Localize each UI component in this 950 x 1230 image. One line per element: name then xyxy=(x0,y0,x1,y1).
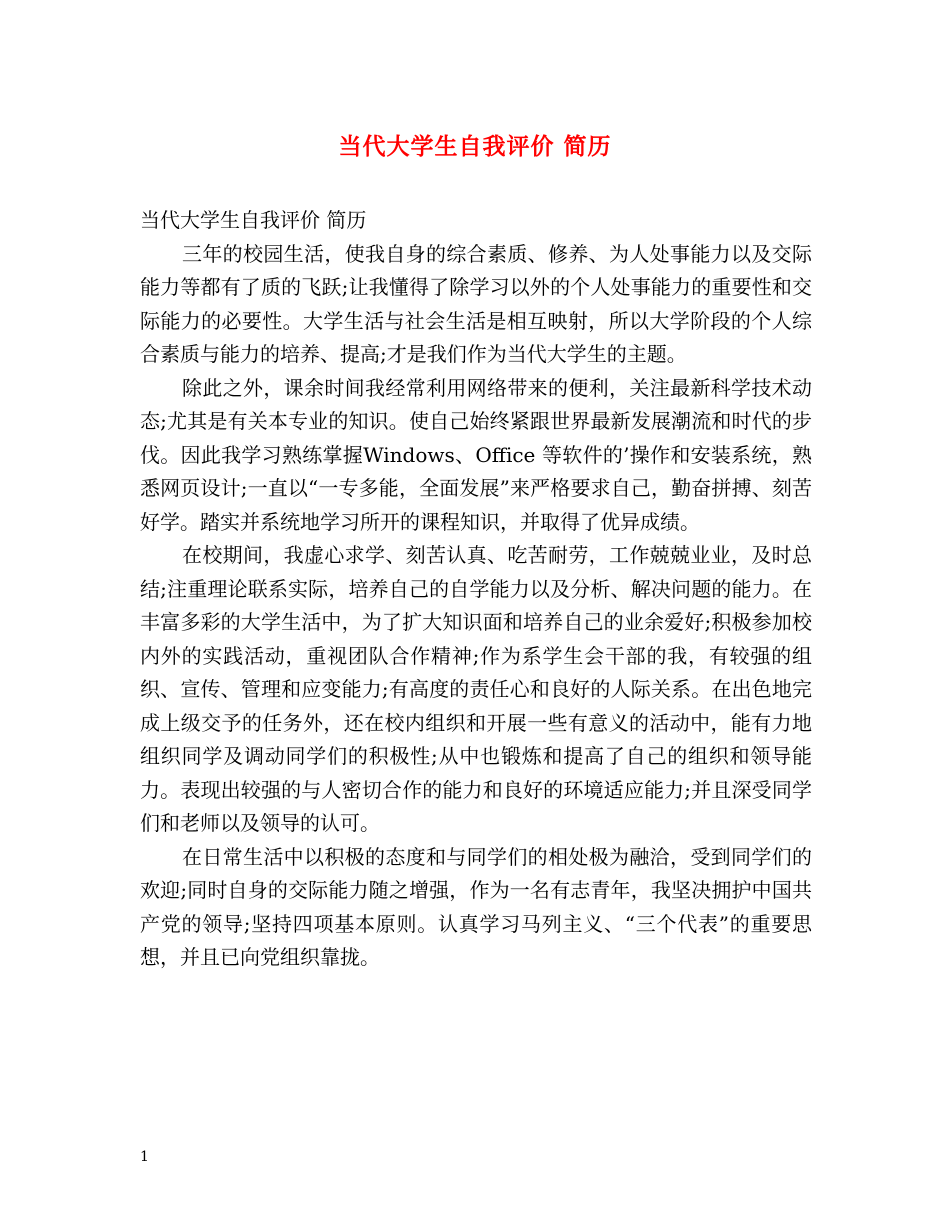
paragraph-technology: 除此之外，课余时间我经常利用网络带来的便利，关注最新科学技术动态;尤其是有关本专业的知识。使自己始终紧跟世界最新发展潮流和时代的步伐。因此我学习熟练掌握Windows、Office 等软件的’操作和安装系统，熟悉网页设计;一直以“一专多能，全面发展”来严格要求自己，勤奋拼搏、刻苦好学。踏实并系统地学习所开的课程知识，并取得了优异成绩。 xyxy=(140,375,812,534)
paragraph-daily-life: 在日常生活中以积极的态度和与同学们的相处极为融洽，受到同学们的欢迎;同时自身的交际能力随之增强，作为一名有志青年，我坚决拥护中国共产党的领导;坚持四项基本原则。认真学习马列主义、“三个代表”的重要思想，并且已向党组织靠拢。 xyxy=(140,844,812,969)
document-body xyxy=(140,204,812,975)
body-subtitle: 当代大学生自我评价 简历 xyxy=(140,208,367,232)
paragraph-campus-life: 三年的校园生活，使我自身的综合素质、修养、为人处事能力以及交际能力等都有了质的飞跃;让我懂得了除学习以外的个人处事能力的重要性和交际能力的必要性。大学生活与社会生活是相互映射，所以大学阶段的个人综合素质与能力的培养、提高;才是我们作为当代大学生的主题。 xyxy=(140,241,812,366)
document-title: 当代大学生自我评价 简历 xyxy=(338,133,612,160)
page-number: 1 xyxy=(140,1149,149,1165)
paragraph-school-period: 在校期间，我虚心求学、刻苦认真、吃苦耐劳，工作兢兢业业，及时总结;注重理论联系实际，培养自己的自学能力以及分析、解决问题的能力。在丰富多彩的大学生活中，为了扩大知识面和培养自己的业余爱好;积极参加校内外的实践活动，重视团队合作精神;作为系学生会干部的我，有较强的组织、宣传、管理和应变能力;有高度的责任心和良好的人际关系。在出色地完成上级交予的任务外，还在校内组织和开展一些有意义的活动中，能有力地组织同学及调动同学们的积极性;从中也锻炼和提高了自己的组织和领导能力。表现出较强的与人密切合作的能力和良好的环境适应能力;并且深受同学们和老师以及领导的认可。 xyxy=(140,543,812,835)
